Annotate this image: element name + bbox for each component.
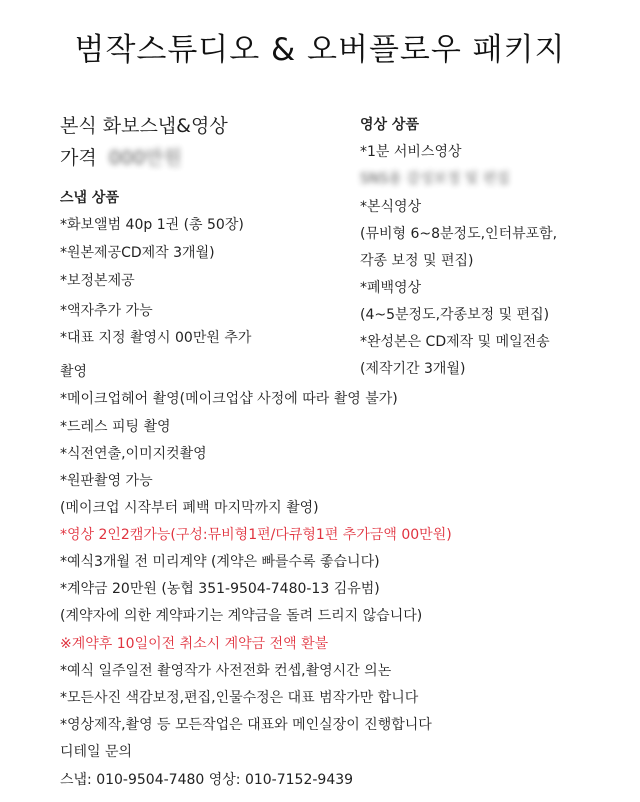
main-product-title: 본식 화보스냅&영상 [60,115,228,137]
page-title: 범작스튜디오 & 오버플로우 패키지 [74,32,566,68]
shoot-item-highlight: *영상 2인2캠가능(구성:뮤비형1편/다큐형1편 추가금액 00만원) [60,527,452,543]
shoot-item: (계약자에 의한 계약파기는 계약금을 돌려 드리지 않습니다) [60,608,423,624]
shoot-header: 촬영 [60,364,88,380]
shoot-item: (메이크업 시작부터 폐백 마지막까지 촬영) [60,500,319,516]
shoot-item: *원판촬영 가능 [60,473,153,489]
video-item: *완성본은 CD제작 및 메일전송 [360,334,550,350]
shoot-item: *예식 일주일전 촬영작가 사전전화 컨셉,촬영시간 의논 [60,663,392,679]
contact-phones: 스냅: 010-9504-7480 영상: 010-7152-9439 [60,772,354,788]
video-item: (4~5분정도,각종보정 및 편집) [360,307,550,323]
shoot-item: *식전연출,이미지컷촬영 [60,446,207,462]
refund-notice: ※계약후 10일이전 취소시 계약금 전액 환불 [60,636,329,652]
price-label: 가격 [60,147,97,169]
shoot-item: *드레스 피팅 촬영 [60,419,171,435]
snap-item: *보정본제공 [60,273,135,289]
snap-item: *화보앨범 40p 1권 (총 50장) [60,217,244,233]
price-value: 000만원 [108,147,182,169]
shoot-item: *영상제작,촬영 등 모든작업은 대표와 메인실장이 진행합니다 [60,717,432,733]
contact-label: 디테일 문의 [60,744,133,760]
video-item: 각종 보정 및 편집) [360,253,474,269]
shoot-item: *예식3개월 전 미리계약 (계약은 빠를수록 좋습니다) [60,554,380,570]
video-item: (제작기간 3개월) [360,361,466,377]
video-item: *1분 서비스영상 [360,144,462,160]
price-row [60,146,182,170]
deposit-info: *계약금 20만원 (농협 351-9504-7480-13 김유범) [60,581,380,597]
shoot-item: *모든사진 색감보정,편집,인물수정은 대표 범작가만 합니다 [60,690,419,706]
snap-item: *대표 지정 촬영시 00만원 추가 [60,330,252,346]
video-header: 영상 상품 [360,117,419,133]
video-item: *본식영상 [360,199,422,215]
snap-item: *원본제공CD제작 3개월) [60,245,215,261]
video-item: SNS용 감성보정 및 편집 [360,171,510,187]
shoot-item: *메이크업헤어 촬영(메이크업샵 사정에 따라 촬영 불가) [60,391,398,407]
snap-header: 스냅 상품 [60,190,119,206]
snap-item: *액자추가 가능 [60,303,153,319]
video-item: (뮤비형 6~8분정도,인터뷰포함, [360,226,558,242]
video-item: *폐백영상 [360,280,422,296]
